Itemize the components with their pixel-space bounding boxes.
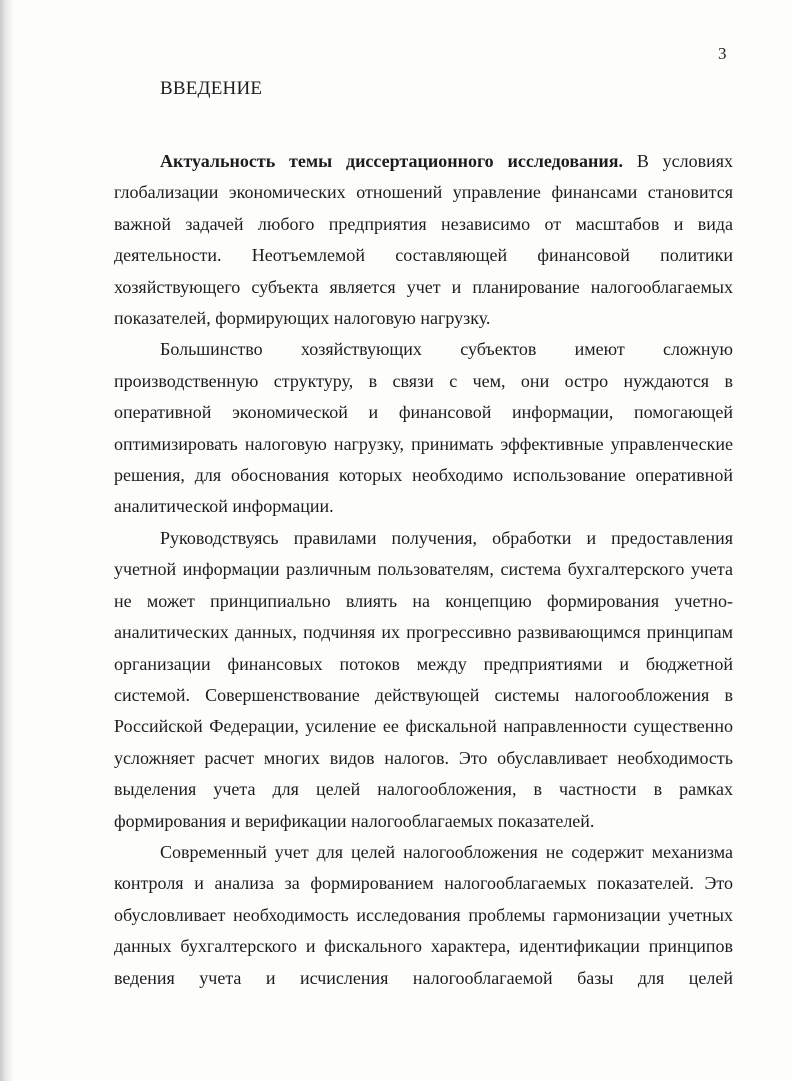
paragraph-relevance xyxy=(114,146,733,334)
scan-edge-shadow xyxy=(0,0,14,1081)
paragraph-entities: Большинство хозяйствующих субъектов имеют сложную производственную структуру, в связи с чем, они остро нуждаются в оперативной экономической и финансовой информации, помогающей оптимизировать налоговую нагрузку, принимать эффективные управленческие решения, для обоснования которых необходимо использование оперативной аналитической информации. xyxy=(114,339,733,517)
paragraph-tax-accounting: Современный учет для целей налогообложения не содержит механизма контроля и анализа за формированием налогооблагаемых показателей. Это обусловливает необходимость исследования проблемы гармонизации учетных данных бухгалтерского и фискального характера, идентификации принципов ведения учета и исчисления налогооблагаемой базы для целей xyxy=(114,841,733,988)
paragraph-text: В условиях глобализации экономических отношений управление финансами становится важной задачей любого предприятия независимо от масштабов и вида деятельности. Неотъемлемой составляющей финансовой политики хозяйствующего субъекта является учет и планирование налогооблагаемых показателей, формирующих налоговую нагрузку. xyxy=(114,151,734,329)
paragraph-lead-bold: Актуальность темы диссертационного исследования. xyxy=(160,151,624,171)
page-number: 3 xyxy=(718,44,727,63)
section-heading: ВВЕДЕНИЕ xyxy=(160,78,263,99)
paragraph-accounting-system: Руководствуясь правилами получения, обработки и предоставления учетной информации различным пользователям, система бухгалтерского учета не может принципиально влиять на концепцию формирования учетно-аналитических данных, подчиняя их прогрессивно развивающимся принципам организации финансовых потоков между предприятиями и бюджетной системой. Совершенствование действующей системы налогообложения в Российской Федерации, усиление ее фискальной направленности существенно усложняет расчет многих видов налогов. Это обуславливает необходимость выделения учета для целей налогообложения, в частности в рамках формирования и верификации налогооблагаемых показателей. xyxy=(114,527,733,831)
body-text xyxy=(114,146,733,994)
